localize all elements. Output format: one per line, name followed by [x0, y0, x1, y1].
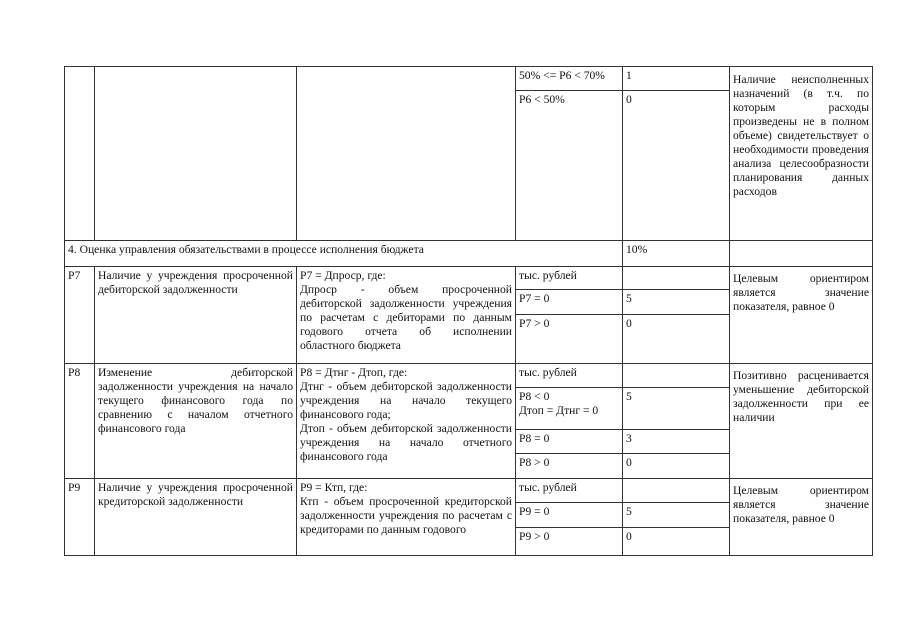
formula-text: P9 = Ктп, где:: [300, 481, 368, 494]
code-cell: P8: [65, 364, 95, 479]
score-cell: 0: [623, 315, 730, 364]
code-cell: [65, 67, 95, 241]
empty-cell: [730, 241, 873, 267]
formula-description: Дпроср - объем просроченной дебиторской задолженности учреждения по расчетам с дебиторами по данным годового отчета об исполнении областного бюджета: [300, 283, 512, 352]
score-cell: [623, 479, 730, 503]
unit-cell: тыс. рублей: [516, 479, 623, 503]
note-cell: Позитивно расценивается уменьшение дебиторской задолженности при ее наличии: [730, 364, 873, 479]
condition-line: P8 < 0: [519, 390, 550, 403]
score-cell: 0: [623, 454, 730, 479]
score-cell: 0: [623, 91, 730, 241]
condition-cell: [516, 388, 623, 430]
formula-description: Дтоп - объем дебиторской задолженности учреждения на начало отчетного финансового года: [300, 422, 512, 463]
code-cell: P7: [65, 267, 95, 364]
table-row: [65, 267, 873, 290]
name-cell: Наличие у учреждения просроченной дебиторской задолженности: [95, 267, 297, 364]
section-title: 4. Оценка управления обязательствами в процессе исполнения бюджета: [65, 241, 623, 267]
formula-cell: [297, 267, 516, 364]
condition-cell: P7 = 0: [516, 290, 623, 315]
name-cell: [95, 67, 297, 241]
score-cell: 5: [623, 388, 730, 430]
score-cell: 5: [623, 290, 730, 315]
condition-cell: P9 = 0: [516, 503, 623, 528]
criteria-table: [64, 66, 873, 556]
table-row: [65, 479, 873, 503]
note-cell: Наличие неисполненных назначений (в т.ч. по которым расходы произведены не в полном объеме) свидетельствует о необходимости проведения анализа целесообразности планирования данных расходов: [730, 67, 873, 241]
formula-description: Ктп - объем просроченной кредиторской задолженности учреждения по расчетам с кредиторами по данным годового: [300, 495, 512, 536]
condition-line: Дтоп = Дтнг = 0: [519, 404, 599, 417]
score-cell: [623, 364, 730, 388]
formula-cell: [297, 67, 516, 241]
code-cell: P9: [65, 479, 95, 556]
formula-cell: [297, 479, 516, 556]
condition-cell: 50% <= P6 < 70%: [516, 67, 623, 91]
score-cell: [623, 267, 730, 290]
condition-cell: P8 > 0: [516, 454, 623, 479]
table-row: [65, 364, 873, 388]
name-cell: Изменение дебиторской задолженности учреждения на начало текущего финансового года по сравнению с началом отчетного финансового года: [95, 364, 297, 479]
formula-cell: [297, 364, 516, 479]
section-row: [65, 241, 873, 267]
section-weight: 10%: [623, 241, 730, 267]
score-cell: 5: [623, 503, 730, 528]
condition-cell: P7 > 0: [516, 315, 623, 364]
formula-text: P7 = Дпроср, где:: [300, 269, 386, 282]
condition-cell: P9 > 0: [516, 528, 623, 556]
name-cell: Наличие у учреждения просроченной кредиторской задолженности: [95, 479, 297, 556]
table-row: [65, 67, 873, 91]
score-cell: 3: [623, 430, 730, 454]
condition-cell: P6 < 50%: [516, 91, 623, 241]
unit-cell: тыс. рублей: [516, 267, 623, 290]
note-cell: Целевым ориентиром является значение показателя, равное 0: [730, 479, 873, 556]
formula-description: Дтнг - объем дебиторской задолженности учреждения на начало текущего финансового года;: [300, 380, 512, 421]
score-cell: 1: [623, 67, 730, 91]
formula-text: P8 = Дтнг - Дтоп, где:: [300, 366, 408, 379]
unit-cell: тыс. рублей: [516, 364, 623, 388]
score-cell: 0: [623, 528, 730, 556]
condition-cell: P8 = 0: [516, 430, 623, 454]
note-cell: Целевым ориентиром является значение показателя, равное 0: [730, 267, 873, 364]
